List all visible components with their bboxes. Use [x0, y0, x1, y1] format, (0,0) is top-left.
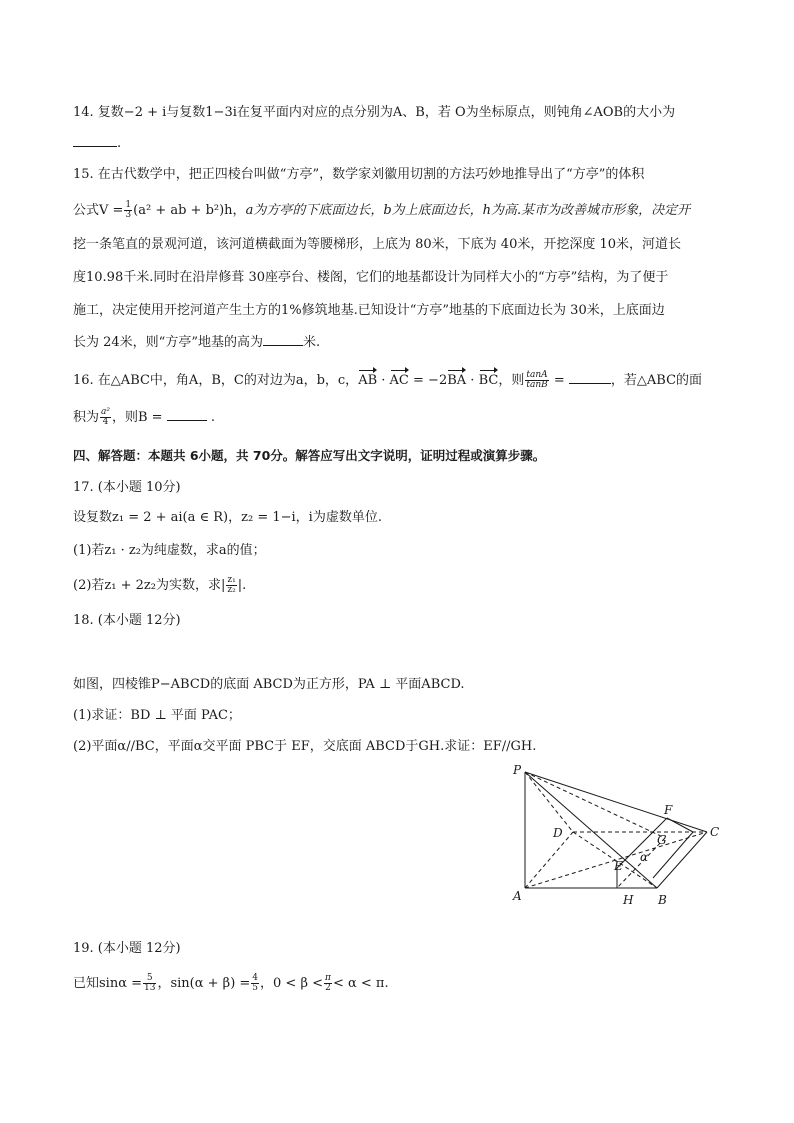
q19-tail: < α < π. — [332, 976, 389, 991]
q16-answer-blank-2[interactable] — [167, 408, 207, 421]
q16-then: ，则 — [498, 373, 525, 388]
q16-answer-blank-1[interactable] — [569, 371, 611, 384]
q16-line2-mid: ，则B = — [112, 410, 163, 425]
label-alpha: α — [640, 850, 649, 864]
question-19-stem — [73, 974, 733, 993]
q15-formula: (a² + ab + b²)h， — [133, 203, 246, 218]
vector-ba: BA — [447, 369, 466, 390]
edge-pc — [525, 772, 707, 832]
q17-part1-text: (1)若z₁ · z₂为纯虚数，求a的值； — [73, 543, 266, 558]
q15-frac-num: 1 — [125, 200, 132, 210]
label-h: H — [623, 893, 634, 907]
question-18-stem — [73, 676, 733, 694]
label-f: F — [664, 803, 673, 817]
q19-frac-1 — [143, 974, 156, 993]
q18-stem-text: 如图，四棱锥P−ABCD的底面 ABCD为正方形，PA ⊥ 平面ABCD. — [73, 677, 465, 692]
q16-area-fraction — [100, 408, 111, 427]
question-15-line-5 — [73, 302, 733, 320]
question-18-part-1 — [73, 707, 733, 725]
section-4-title — [73, 447, 733, 465]
label-e: E — [614, 859, 623, 873]
q15-formula-prefix: 公式V = — [73, 203, 124, 218]
label-c: C — [710, 825, 720, 839]
vector-bc: BC — [479, 369, 499, 390]
question-19-header — [73, 940, 733, 958]
edge-pb — [525, 772, 657, 888]
q19-frac3-den: 2 — [325, 983, 331, 993]
q19-header-text: 19. (本小题 12分) — [73, 941, 181, 956]
question-15-line-1 — [73, 166, 733, 184]
q15-line4: 度10.98千米.同时在沿岸修葺 30座亭台、楼阁，它们的地基都设计为同样大小的“方亭”结构，为了便于 — [73, 270, 669, 285]
q19-frac1-den: 13 — [144, 983, 156, 993]
question-17-stem — [73, 509, 733, 527]
vector-ac: AC — [390, 369, 409, 390]
question-18-header — [73, 612, 733, 630]
vector-ab: AB — [358, 369, 377, 390]
q18-part2-text: (2)平面α//BC，平面α交平面 PBC于 EF，交底面 ABCD于GH.求证：EF//GH. — [73, 739, 537, 754]
q19-frac-3 — [324, 974, 332, 993]
q19-mid: ，sin(α + β) = — [157, 976, 251, 991]
line-f-top — [667, 818, 693, 832]
q17-frac-num: z₁ — [227, 575, 236, 585]
q19-mid2: ，0 < β < — [260, 976, 324, 991]
q15-line6-prefix: 长为 24米，则“方亭”地基的高为 — [73, 335, 263, 350]
question-17-header — [73, 479, 733, 497]
question-18-part-2 — [73, 738, 733, 756]
question-15-line-6 — [73, 333, 733, 352]
q17-part2-prefix: (2)若z₁ + 2z₂为实数，求| — [73, 578, 226, 593]
q15-frac-den: 3 — [125, 210, 132, 220]
q14-answer-blank[interactable] — [73, 134, 117, 147]
question-16-line-2 — [73, 408, 733, 427]
q14-tail: . — [117, 136, 122, 151]
q16-frac-den: tanB — [526, 380, 548, 390]
q16-frac-num: tanA — [526, 370, 548, 380]
q16-line2-tail: . — [210, 410, 216, 425]
q18-header-text: 18. (本小题 12分) — [73, 613, 181, 628]
question-15-line-3 — [73, 236, 733, 254]
q19-frac2-num: 4 — [252, 973, 259, 983]
section4-title-text: 四、解答题：本题共 6小题，共 70分。解答应写出文字说明，证明过程或演算步骤。 — [73, 448, 546, 463]
q17-part2-suffix: |. — [237, 578, 247, 593]
q18-part1-text: (1)求证：BD ⊥ 平面 PAC； — [73, 708, 241, 723]
q15-line2-rest: a为方亭的下底面边长，b为上底面边长，h为高.某市为改善城市形象，决定开 — [245, 203, 691, 218]
label-d: D — [553, 826, 563, 840]
q17-stem-text: 设复数z₁ = 2 + ai(a ∈ R)，z₂ = 1−i，i为虚数单位. — [73, 510, 382, 525]
question-15-line-2 — [73, 201, 733, 220]
q16-eq: = — [549, 373, 565, 388]
q16-line2-prefix: 积为 — [73, 410, 100, 425]
question-14-answer-line — [73, 134, 733, 153]
q15-answer-blank[interactable] — [263, 333, 303, 346]
label-g: G — [657, 833, 667, 847]
q16-dot2: · — [466, 373, 479, 388]
q19-frac1-num: 5 — [143, 974, 156, 984]
q16-area-den: 4 — [102, 417, 109, 427]
question-17-part-1 — [73, 542, 733, 560]
edge-pd — [525, 772, 573, 832]
label-a: A — [513, 889, 522, 903]
q19-prefix: 已知sinα = — [73, 976, 143, 991]
q16-area-num: a² — [101, 407, 110, 417]
q15-fraction — [124, 201, 132, 220]
question-17-part-2 — [73, 576, 733, 595]
label-p: P — [513, 763, 522, 777]
q15-line5: 施工，决定使用开挖河道产生土方的1%修筑地基.已知设计“方亭”地基的下底面边长为 30米，上底面边 — [73, 303, 665, 318]
pyramid-figure — [505, 760, 735, 910]
question-16-line-1 — [73, 369, 733, 390]
q16-mid: = −2 — [408, 373, 448, 388]
q15-line6-suffix: 米. — [302, 335, 321, 350]
q17-header-text: 17. (本小题 10分) — [73, 480, 181, 495]
question-14 — [73, 104, 733, 122]
q16-prefix: 16. 在△ABC中，角A，B，C的对边为a，b，c， — [73, 373, 359, 388]
line-pg — [525, 772, 665, 838]
q17-fraction — [226, 576, 236, 595]
edge-ad — [525, 832, 573, 888]
q19-frac-2 — [251, 974, 259, 993]
q16-tan-fraction — [525, 371, 548, 390]
q16-dot1: · — [377, 373, 390, 388]
question-15-line-4 — [73, 269, 733, 287]
q19-frac2-den: 5 — [252, 983, 259, 993]
q16-after-blank: ，若△ABC的面 — [610, 373, 703, 388]
q14-text: 14. 复数−2 + i与复数1−3i在复平面内对应的点分别为A、B，若 O为坐标原点，则钝角∠AOB的大小为 — [73, 105, 676, 120]
q15-line3: 挖一条笔直的景观河道，该河道横截面为等腰梯形，上底为 80米，下底为 40米，开挖深度 10米，河道长 — [73, 237, 682, 252]
q17-frac-den: z₂ — [227, 585, 236, 595]
label-b: B — [658, 893, 667, 907]
q19-frac3-num: π — [325, 973, 331, 983]
q15-line1: 15. 在古代数学中，把正四棱台叫做“方亭”，数学家刘徽用切割的方法巧妙地推导出了“方亭”的体积 — [73, 167, 645, 182]
